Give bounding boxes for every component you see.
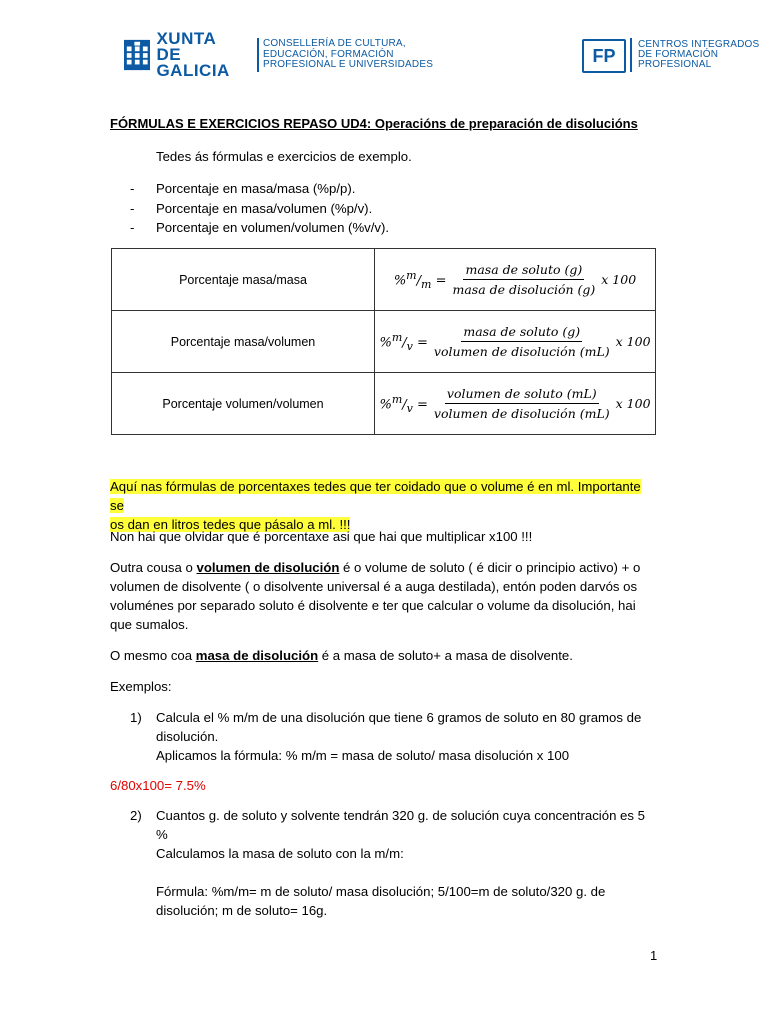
page-number: 1 bbox=[650, 948, 658, 963]
formula-name: Porcentaje masa/masa bbox=[112, 249, 375, 311]
formula-cell: $\%^m/_m$ = $\frac{\text{masa de soluto (g)}}{\text{masa de disolución (g)}}$ x 100 bbox=[375, 249, 656, 311]
example-1-answer: 6/80x100= 7.5% bbox=[110, 778, 206, 793]
list-item: - Porcentaje en masa/volumen (%p/v). bbox=[130, 200, 373, 216]
document-title: FÓRMULAS E EXERCICIOS REPASO UD4: Operacións de preparación de disolucións bbox=[110, 116, 638, 131]
galicia-emblem-icon bbox=[124, 39, 150, 71]
example-2: 2) Cuantos g. de soluto y solvente tendrán 320 g. de solución cuya concentración es 5 % Calculamos la masa de soluto con la m/m: Fórmula: %m/m= m de soluto/ masa disolución; 5/100=m de soluto/320 g. de disolución; m de soluto= 16g. bbox=[130, 808, 645, 918]
header-divider bbox=[257, 38, 259, 72]
cifp-label: CENTROS INTEGRADOS DE FORMACIÓN PROFESIONAL bbox=[638, 39, 760, 70]
table-row bbox=[112, 249, 656, 311]
table-row bbox=[112, 311, 656, 373]
multiply-note: Non hai que olvidar que é porcentaxe asi que hai que multiplicar x100 !!! bbox=[110, 529, 533, 544]
volume-paragraph: Outra cousa o volumen de disolución é o volume de soluto ( é dicir o principio activo) + o volumen de disolvente ( o disolvente universal é a auga destilada), entón poden darvós os voluménes por separado soluto é disolvente e ter que calcular o volume da disolución, hai que sumalos. bbox=[110, 560, 641, 632]
mass-paragraph: O mesmo coa masa de disolución é a masa de soluto+ a masa de disolvente. bbox=[110, 648, 573, 663]
examples-label: Exemplos: bbox=[110, 679, 172, 694]
mass-term: masa de disolución bbox=[195, 648, 319, 663]
header-divider bbox=[630, 38, 632, 72]
formula-name: Porcentaje volumen/volumen bbox=[112, 373, 375, 435]
xunta-wordmark: XUNTA DE GALICIA bbox=[156, 29, 230, 80]
xunta-logo bbox=[124, 29, 254, 80]
table-row bbox=[112, 373, 656, 435]
list-item: - Porcentaje en volumen/volumen (%v/v). bbox=[130, 220, 390, 235]
volume-term: volumen de disolución bbox=[196, 560, 340, 575]
consellaria-label: CONSELLERÍA DE CULTURA, EDUCACIÓN, FORMACIÓN PROFESIONAL E UNIVERSIDADES bbox=[263, 38, 434, 70]
intro-text: Tedes ás fórmulas e exercicios de exemplo. bbox=[156, 149, 412, 164]
fp-logo: FP bbox=[582, 39, 626, 73]
formula-table bbox=[111, 248, 656, 435]
formula-cell: $\%^m/_v$ = $\frac{\text{volumen de soluto (mL)}}{\text{volumen de disolución (mL)}}$ x 100 bbox=[375, 373, 656, 435]
list-item: - Porcentaje en masa/masa (%p/p). bbox=[130, 181, 356, 196]
formula-name: Porcentaje masa/volumen bbox=[112, 311, 375, 373]
formula-list bbox=[130, 179, 389, 238]
highlight-note: Aquí nas fórmulas de porcentaxes tedes que ter coidado que o volume é en ml. Importante se os dan en litros tedes que pásalo a ml. !!! bbox=[110, 479, 641, 532]
formula-cell: $\%^m/_v$ = $\frac{\text{masa de soluto (g)}}{\text{volumen de disolución (mL)}}$ x 100 bbox=[375, 311, 656, 373]
example-1: 1) Calcula el % m/m de una disolución que tiene 6 gramos de soluto en 80 gramos de disolución. Aplicamos la fórmula: % m/m = masa de soluto/ masa disolución x 100 bbox=[130, 710, 642, 763]
